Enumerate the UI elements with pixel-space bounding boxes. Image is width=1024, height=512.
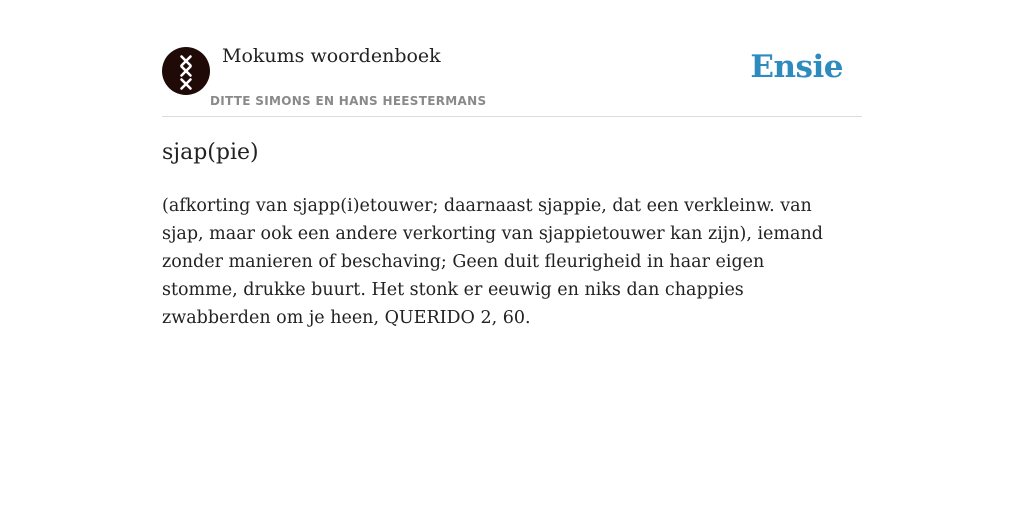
amsterdam-xxx-logo-icon[interactable] [162,47,210,95]
header [162,0,862,117]
entry-headword: sjap(pie) [162,140,259,165]
page [162,0,862,328]
dictionary-authors: DITTE SIMONS EN HANS HEESTERMANS [210,94,487,108]
dictionary-title[interactable]: Mokums woordenboek [222,45,441,67]
ensie-logo-link[interactable]: Ensie [750,49,843,85]
entry-definition: (afkorting van sjapp(i)etouwer; daarnaast sjappie, dat een verkleinw. van sjap, maar ook een andere verkorting van sjappietouwer kan zijn), iemand zonder manieren of beschaving; Geen duit fleurigheid in haar eigen stomme, drukke buurt. Het stonk er eeuwig en niks dan chappies zwabberden om je heen, QUERIDO 2, 60. [162,196,823,328]
